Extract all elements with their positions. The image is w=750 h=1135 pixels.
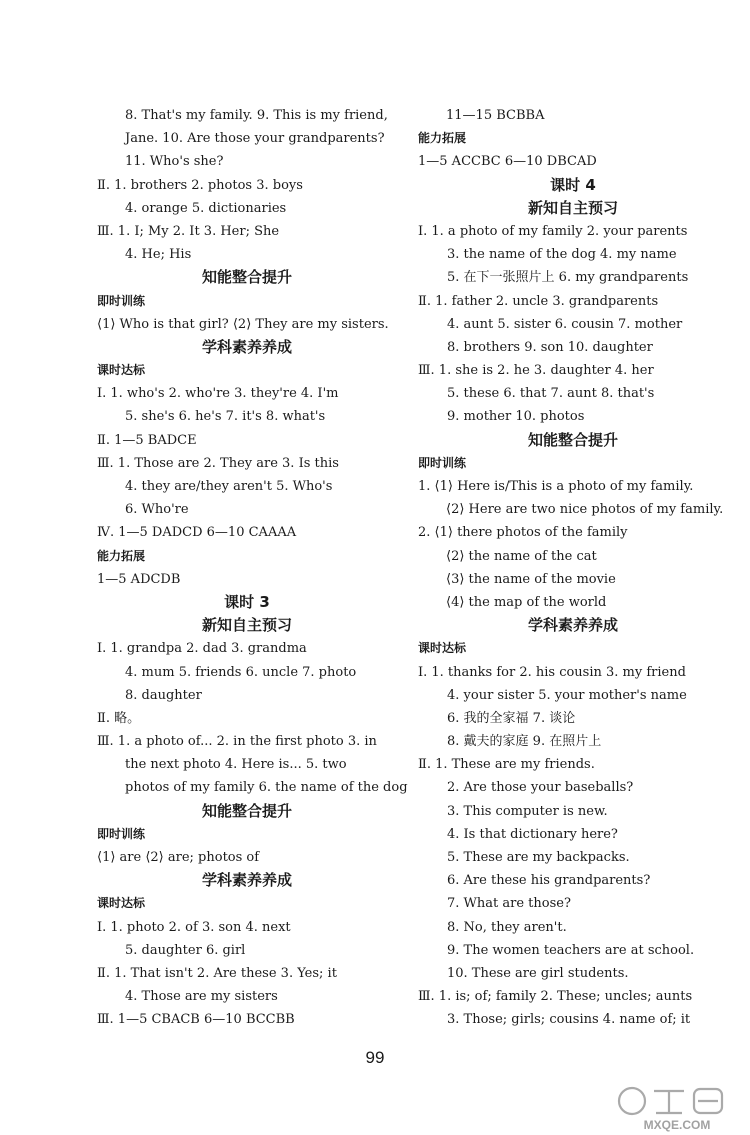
answer-line: Ⅲ. 1. she is 2. he 3. daughter 4. her [418,363,654,379]
answer-line: Ⅲ. 1. I; My 2. It 3. Her; She [97,223,280,239]
section-heading: 课时 4 [550,175,596,194]
answer-line: ⟨2⟩ Here are two nice photos of my family. [446,502,724,518]
answer-line: 4. mum 5. friends 6. uncle 7. photo [125,664,357,680]
answer-line: 11. Who's she? [125,154,224,170]
section-heading: 新知自主预习 [201,616,292,635]
answer-line: 3. Those; girls; cousins 4. name of; it [447,1012,691,1028]
section-heading: 知能整合提升 [527,430,618,449]
answer-line: 8. 戴夫的家庭 9. 在照片上 [447,734,602,750]
answer-line: Ⅲ. 1—5 CBACB 6—10 BCCBB [97,1012,295,1028]
section-heading: 知能整合提升 [201,268,292,287]
answer-line: photos of my family 6. the name of the dog [125,780,408,796]
answer-line: ⟨2⟩ the name of the cat [446,548,597,564]
answer-line: 1—5 ADCDB [97,571,181,587]
answer-line: 10. These are girl students. [447,965,629,981]
answer-line: Ⅱ. 1. These are my friends. [418,757,595,773]
subsection-heading: 即时训练 [97,293,146,308]
subsection-heading: 能力拓展 [97,548,146,563]
section-heading: 新知自主预习 [527,198,618,217]
answer-line: Ⅱ. 1. brothers 2. photos 3. boys [97,177,303,193]
answer-line: 1—5 ACCBC 6—10 DBCAD [418,154,597,170]
section-heading: 知能整合提升 [201,801,292,820]
answer-line: 8. That's my family. 9. This is my friend, [125,108,388,123]
subsection-heading: 即时训练 [97,826,146,841]
subsection-heading: 即时训练 [418,455,467,470]
answer-line: 5. These are my backpacks. [447,850,630,865]
answer-line: 4. Is that dictionary here? [447,826,618,842]
answer-line: 4. your sister 5. your mother's name [447,687,687,703]
answer-line: Ⅰ. 1. photo 2. of 3. son 4. next [97,919,291,935]
watermark-text: MXQE.COM [643,1118,711,1132]
answer-line: 11—15 BCBBA [446,108,545,123]
answer-line: Ⅳ. 1—5 DADCD 6—10 CAAAA [97,525,297,541]
answer-line: 1. ⟨1⟩ Here is/This is a photo of my family. [418,479,694,494]
answer-line: 5. these 6. that 7. aunt 8. that's [447,386,655,402]
answer-line: 5. daughter 6. girl [125,942,246,958]
answer-line: 5. 在下一张照片上 6. my grandparents [447,270,689,286]
page-number: 99 [365,1048,385,1067]
answer-line: Ⅲ. 1. Those are 2. They are 3. Is this [97,455,339,471]
answer-line: 9. The women teachers are at school. [447,942,695,958]
answer-line: Ⅰ. 1. a photo of my family 2. your parents [418,223,688,239]
answer-line: ⟨3⟩ the name of the movie [446,571,616,587]
subsection-heading: 课时达标 [97,896,146,911]
answer-line: 2. ⟨1⟩ there photos of the family [418,525,628,541]
answer-line: Ⅰ. 1. grandpa 2. dad 3. grandma [97,641,307,657]
answer-line: Ⅰ. 1. thanks for 2. his cousin 3. my friend [418,664,686,680]
answer-line: 4. orange 5. dictionaries [125,200,287,216]
answer-line: 3. the name of the dog 4. my name [447,247,677,263]
answer-line: 6. 我的全家福 7. 谈论 [447,710,576,726]
answer-line: 7. What are those? [447,896,571,912]
section-heading: 学科素养养成 [201,871,292,890]
answer-line: 8. brothers 9. son 10. daughter [447,339,653,355]
answer-line: 5. she's 6. he's 7. it's 8. what's [125,409,326,425]
answer-line: Ⅱ. 1. That isn't 2. Are these 3. Yes; it [97,965,337,981]
subsection-heading: 能力拓展 [418,131,467,146]
answer-line: 6. Who're [125,502,189,518]
answer-line: Ⅱ. 略。 [97,710,141,726]
answer-line: 4. Those are my sisters [125,989,278,1005]
answer-line: the next photo 4. Here is... 5. two [125,757,347,773]
answer-line: 3. This computer is new. [447,803,608,819]
answer-line: Ⅱ. 1—5 BADCE [97,432,197,448]
left-answer-column [97,104,408,1032]
answer-line: 2. Are those your baseballs? [447,780,634,796]
watermark-logo [612,1083,742,1133]
answer-line: 9. mother 10. photos [447,409,585,425]
subsection-heading: 课时达标 [97,363,146,378]
subsection-heading: 课时达标 [418,641,467,656]
answer-line: Ⅲ. 1. is; of; family 2. These; uncles; aunts [418,989,693,1005]
answer-line: ⟨4⟩ the map of the world [446,594,607,610]
answer-line: 8. No, they aren't. [447,919,567,935]
answer-line: 4. they are/they aren't 5. Who's [125,479,333,494]
section-heading: 课时 3 [224,592,270,611]
answer-line: Jane. 10. Are those your grandparents? [125,131,385,147]
answer-line: Ⅱ. 1. father 2. uncle 3. grandparents [418,293,659,309]
answer-line: ⟨1⟩ Who is that girl? ⟨2⟩ They are my sisters. [97,316,389,332]
answer-line: ⟨1⟩ are ⟨2⟩ are; photos of [97,850,260,865]
answer-line: 4. He; His [125,247,192,263]
right-answer-column [418,104,728,1032]
answer-line: 8. daughter [125,687,202,703]
answer-line: Ⅲ. 1. a photo of... 2. in the first photo 3. in [97,734,377,750]
section-heading: 学科素养养成 [201,337,292,356]
answer-line: 4. aunt 5. sister 6. cousin 7. mother [447,316,683,332]
answer-line: 6. Are these his grandparents? [447,873,651,889]
section-heading: 学科素养养成 [527,616,618,635]
answer-line: Ⅰ. 1. who's 2. who're 3. they're 4. I'm [97,386,339,402]
